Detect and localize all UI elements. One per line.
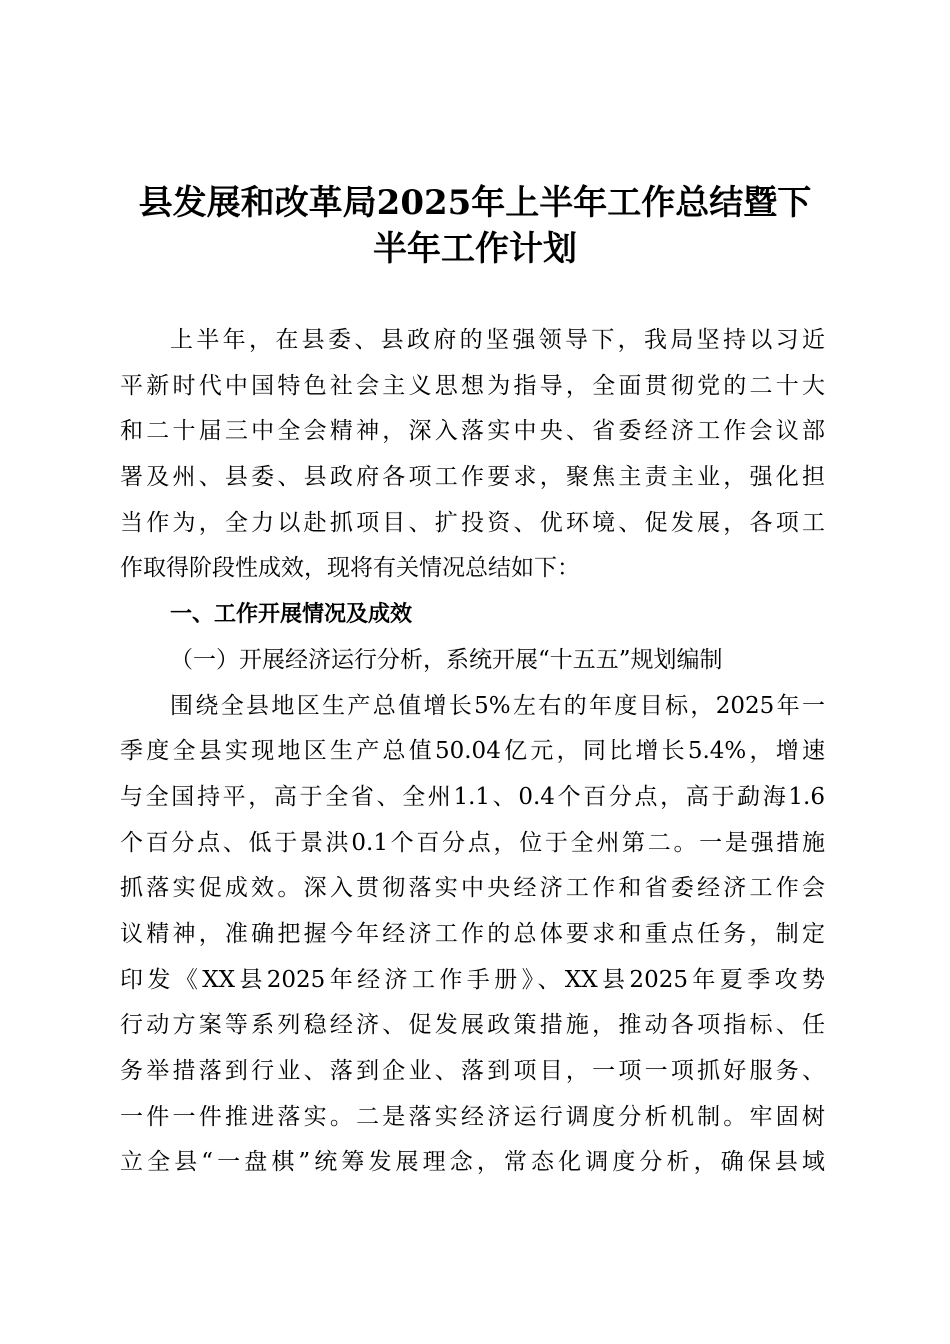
title-line: 半年工作计划	[373, 229, 577, 269]
intro-paragraph-line: 和二十届三中全会精神，深入落实中央、省委经济工作会议部	[120, 418, 825, 445]
section-heading: 一、工作开展情况及成效	[170, 602, 413, 628]
section-paragraph-line: 与全国持平，高于全省、全州1.1、0.4个百分点，高于勐海1.6	[120, 783, 825, 810]
section-paragraph-line: 个百分点、低于景洪0.1个百分点，位于全州第二。一是强措施	[120, 829, 825, 856]
intro-paragraph-line: 上半年，在县委、县政府的坚强领导下，我局坚持以习近	[170, 327, 825, 353]
document-body	[120, 318, 825, 1186]
section-paragraph-line: 行动方案等系列稳经济、促发展政策措施，推动各项指标、任	[120, 1012, 825, 1039]
section-paragraph-line: 一件一件推进落实。二是落实经济运行调度分析机制。牢固树	[120, 1103, 825, 1130]
section-paragraph-line: 抓落实促成效。深入贯彻落实中央经济工作和省委经济工作会	[120, 875, 825, 902]
intro-paragraph-line: 当作为，全力以赴抓项目、扩投资、优环境、促发展，各项工	[120, 509, 825, 536]
section-paragraph-line: 务举措落到行业、落到企业、落到项目，一项一项抓好服务、	[120, 1058, 825, 1084]
document-title	[100, 180, 850, 272]
section-paragraph-line: 围绕全县地区生产总值增长5%左右的年度目标，2025年一	[170, 692, 825, 719]
section-paragraph-line: 印发《XX县2025年经济工作手册》、XX县2025年夏季攻势	[120, 966, 825, 993]
section-paragraph-line: 季度全县实现地区生产总值50.04亿元，同比增长5.4%，增速	[120, 738, 825, 765]
section-paragraph-line: 议精神，准确把握今年经济工作的总体要求和重点任务，制定	[120, 920, 825, 947]
intro-paragraph-line: 署及州、县委、县政府各项工作要求，聚焦主责主业，强化担	[120, 464, 825, 491]
title-line: 县发展和改革局2025年上半年工作总结暨下	[138, 183, 812, 223]
intro-paragraph-line: 平新时代中国特色社会主义思想为指导，全面贯彻党的二十大	[120, 372, 825, 399]
intro-paragraph-line: 作取得阶段性成效，现将有关情况总结如下：	[120, 555, 580, 582]
section-paragraph-line: 立全县“一盘棋”统筹发展理念，常态化调度分析，确保县域	[120, 1149, 825, 1176]
subsection-heading: （一）开展经济运行分析，系统开展“十五五”规划编制	[170, 646, 723, 673]
